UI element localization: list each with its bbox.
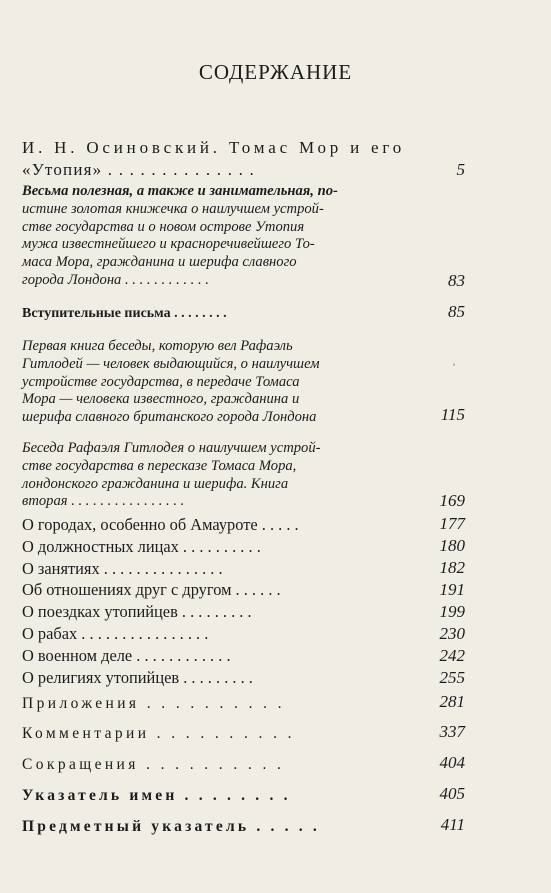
page-number: 180 (439, 536, 465, 555)
toc-appendix-kommentarii: Комментарии . . . . . . . . . . (22, 725, 295, 742)
toc-entry-line: Весьма полезная, а также и занимательная, по- (22, 183, 338, 199)
toc-entry-line: шерифа славного британского города Лондона (22, 409, 317, 426)
page-number: 169 (439, 491, 465, 510)
toc-entry-line: лондонского гражданина и шерифа. Книга (22, 475, 289, 492)
toc-entry-utopia-title (22, 183, 462, 290)
toc-appendix-name-index: Указатель имен . . . . . . . . (22, 787, 291, 804)
page-number: 281 (439, 692, 465, 711)
page-number: 115 (440, 405, 465, 424)
page-number: 411 (440, 815, 465, 834)
toc-entry-line: стве государства и о новом острове Утопия (22, 218, 305, 235)
toc-subentry: О занятиях . . . . . . . . . . . . . . . (22, 558, 223, 578)
toc-subentry: Об отношениях друг с другом . . . . . . (22, 580, 281, 600)
toc-entry-line: мужа известнейшего и красноречивейшего То- (22, 236, 315, 253)
toc-entry-letters (22, 306, 462, 322)
page-number: 405 (439, 784, 465, 803)
toc-subentry: О военном деле . . . . . . . . . . . . (22, 645, 231, 665)
toc-entry-book-two (22, 440, 462, 511)
page-number: 85 (448, 302, 465, 321)
toc-subentry: О рабах . . . . . . . . . . . . . . . . (22, 623, 209, 643)
page-number: 337 (439, 722, 465, 741)
toc-entry-line: устройстве государства, в передаче Томаса (22, 373, 300, 390)
toc-subentry: О городах, особенно об Амауроте . . . . . (22, 515, 299, 534)
print-speck: ˌ (452, 352, 456, 366)
page-title: СОДЕРЖАНИЕ (198, 60, 353, 84)
toc-entry-osinovsky (22, 138, 462, 180)
page-number: 177 (439, 514, 465, 533)
toc-entry-line: Беседа Рафаэля Гитлодея о наилучшем устрой- (22, 440, 321, 456)
toc-entry-line: стве государства в пересказе Томаса Мора, (22, 457, 297, 474)
page-number: 83 (448, 271, 465, 290)
toc-entry-line: Первая книга беседы, которую вел Рафаэль (22, 338, 293, 354)
page-number: 182 (439, 558, 465, 577)
toc-entry-book-one (22, 338, 462, 427)
page-number: 242 (439, 646, 465, 665)
toc-entry-line: истине золотая книжечка о наилучшем устрой- (22, 200, 324, 217)
toc-appendix-subject-index: Предметный указатель . . . . . (22, 818, 320, 835)
toc-entry-line: Вступительные письма . . . . . . . . (22, 306, 227, 321)
page-number: 255 (439, 668, 465, 687)
page-number: 5 (456, 160, 465, 179)
toc-entry-line: вторая . . . . . . . . . . . . . . . . (22, 493, 185, 510)
toc-entry-line: Гитлодей — человек выдающийся, о наилучшем (22, 355, 320, 372)
toc-appendix-prilozheniya: Приложения . . . . . . . . . . (22, 695, 285, 712)
toc-entry-line: города Лондона . . . . . . . . . . . . (22, 271, 209, 288)
toc-entry-line: маса Мора, гражданина и шерифа славного (22, 254, 297, 271)
toc-subentry: О религиях утопийцев . . . . . . . . . (22, 667, 253, 687)
toc-subentry: О должностных лицах . . . . . . . . . . (22, 536, 261, 556)
toc-entry-line: И. Н. Осиновский. Томас Мор и его (22, 138, 406, 157)
toc-entry-line: «Утопия» . . . . . . . . . . . . . . (22, 160, 255, 179)
page-number: 230 (439, 624, 465, 643)
page-number: 404 (439, 753, 465, 772)
toc-subentry: О поездках утопийцев . . . . . . . . . (22, 602, 252, 622)
toc-appendix-sokrascheniya: Сокращения . . . . . . . . . . (22, 756, 285, 773)
page-number: 191 (439, 580, 465, 599)
page-number: 199 (439, 602, 465, 621)
toc-subentries (22, 514, 462, 688)
toc-entry-line: Мора — человека известного, гражданина и (22, 391, 300, 408)
